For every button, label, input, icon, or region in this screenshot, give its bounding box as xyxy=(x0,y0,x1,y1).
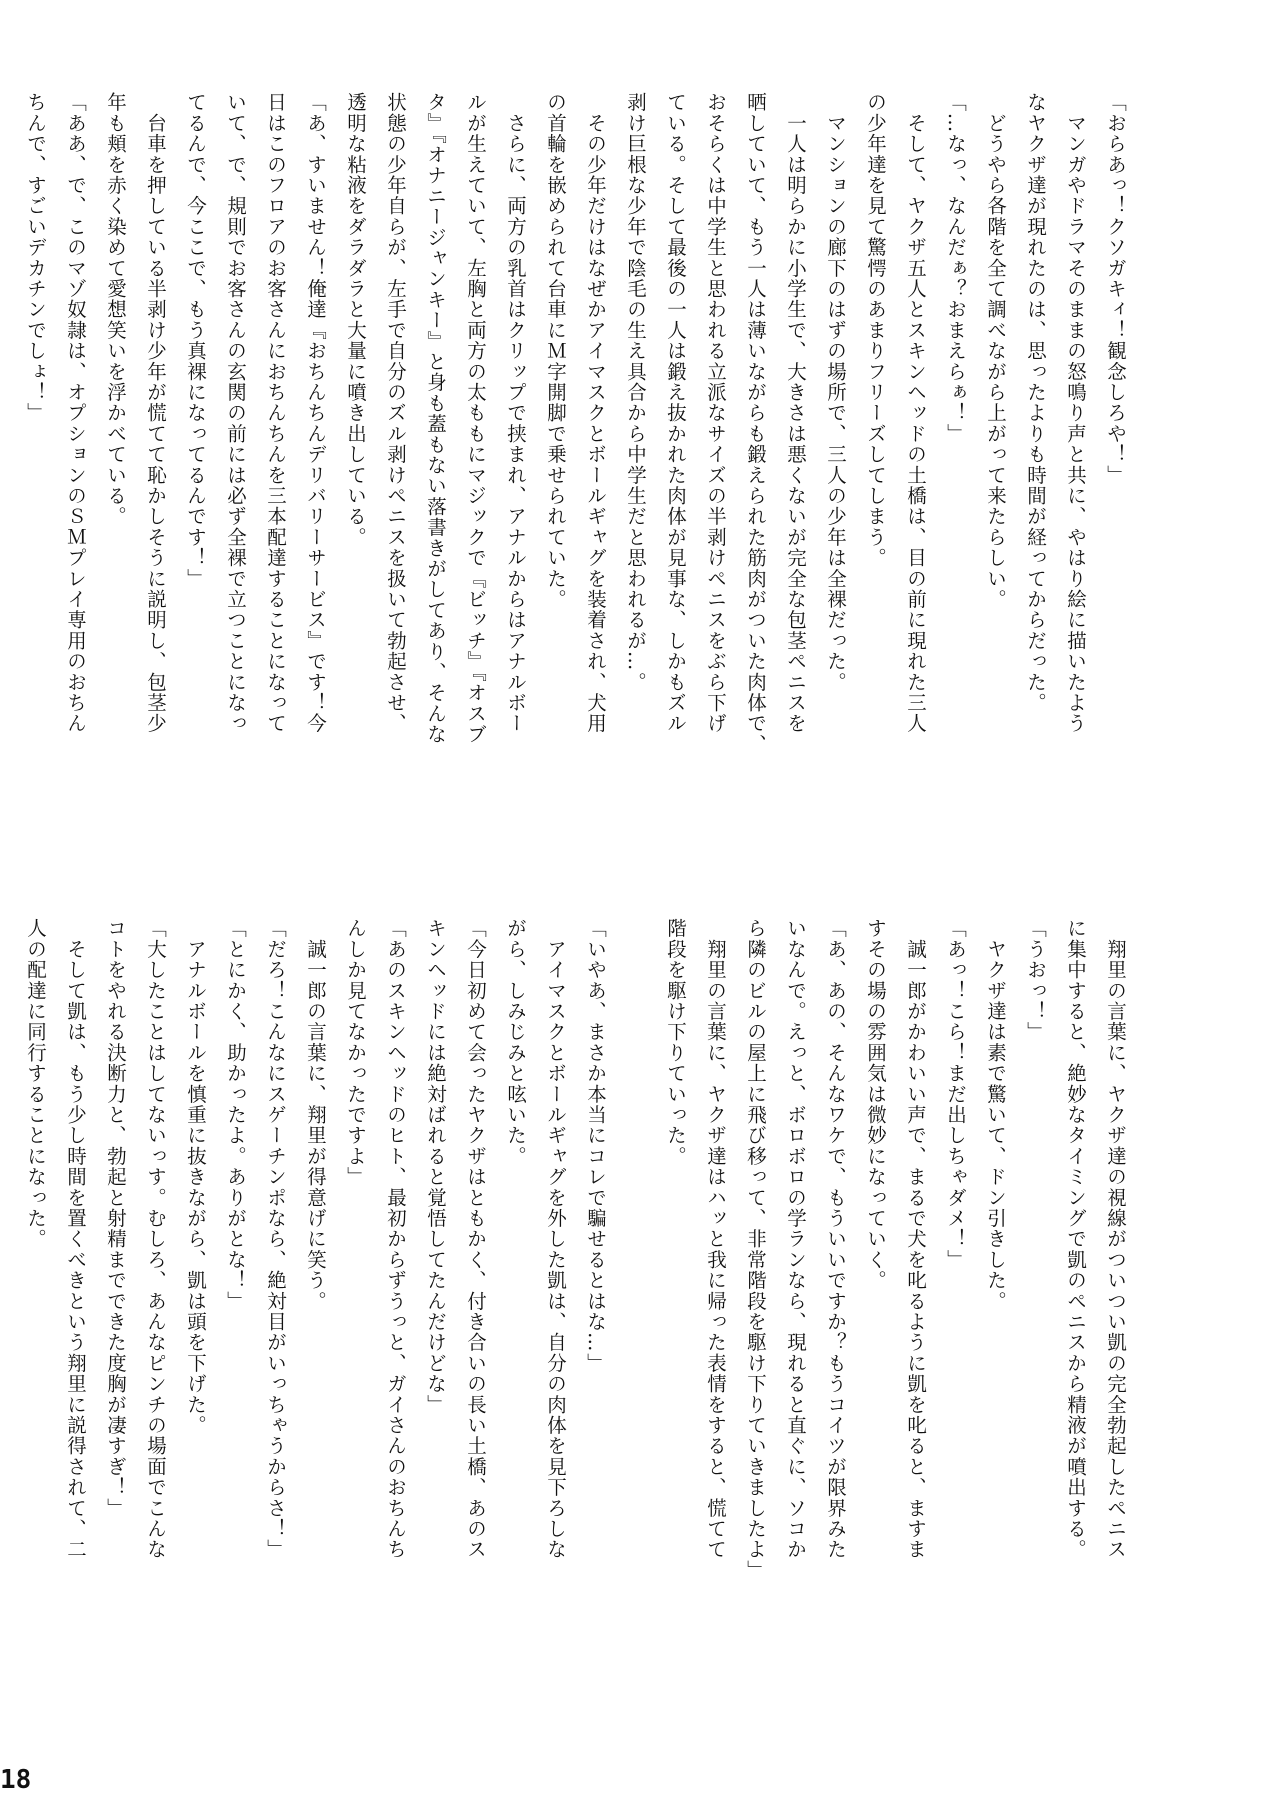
text-line: の首輪を嵌められて台車にＭ字開脚で乗せられていた。 xyxy=(544,92,567,610)
text-line: 「大したことはしてないっす。むしろ、あんなピンチの場面でこんな xyxy=(144,918,167,1560)
text-line: キンヘッドには絶対ばれると覚悟してたんだけどな」 xyxy=(424,918,447,1415)
text-line: 人の配達に同行することになった。 xyxy=(24,918,47,1250)
text-line: コトをやれる決断力と、勃起と射精までできた度胸が凄すぎ！」 xyxy=(104,918,127,1519)
text-line: 台車を押している半剥け少年が慌てて恥かしそうに説明し、包茎少 xyxy=(144,92,167,734)
text-line: に集中すると、絶妙なタイミングで凱のペニスから精液が噴出する。 xyxy=(1064,918,1087,1560)
text-line: すその場の雰囲気は微妙になっていく。 xyxy=(864,918,887,1291)
text-line: 「あのスキンヘッドのヒト、最初からずうっと、ガイさんのおちんち xyxy=(384,918,407,1560)
text-line: マンションの廊下のはずの場所で、三人の少年は全裸だった。 xyxy=(824,92,847,693)
text-line: 「いやあ、まさか本当にコレで騙せるとはな…」 xyxy=(584,918,607,1374)
text-line: タ』『オナニージャンキー』と身も蓋もない落書きがしてあり、そんな xyxy=(424,92,447,745)
text-line: 一人は明らかに小学生で、大きさは悪くないが完全な包茎ペニスを xyxy=(784,92,807,734)
text-line: どうやら各階を全て調べながら上がって来たらしい。 xyxy=(984,92,1007,610)
text-line: マンガやドラマそのままの怒鳴り声と共に、やはり絵に描いたよう xyxy=(1064,92,1087,734)
text-line: いて、で、規則でお客さんの玄関の前には必ず全裸で立つことになっ xyxy=(224,92,247,734)
text-block-upper xyxy=(24,92,1135,840)
text-line: その少年だけはなぜかアイマスクとボールギャグを装着され、犬用 xyxy=(584,92,607,734)
text-line: 誠一郎がかわいい声で、まるで犬を叱るように凱を叱ると、ますま xyxy=(904,918,927,1560)
text-line: ヤクザ達は素で驚いて、ドン引きした。 xyxy=(984,918,1007,1312)
text-line: 「あ、あの、そんなワケで、もういいですか？もうコイツが限界みた xyxy=(824,918,847,1560)
text-line: アイマスクとボールギャグを外した凱は、自分の肉体を見下ろしな xyxy=(544,918,567,1560)
text-line: 透明な粘液をダラダラと大量に噴き出している。 xyxy=(344,92,367,548)
text-line: 剥け巨根な少年で陰毛の生え具合から中学生だと思われるが…。 xyxy=(624,92,647,693)
text-line: 「あっ！こら！まだ出しちゃダメ！」 xyxy=(944,918,967,1270)
text-line: 「あ、すいません！俺達『おちんちんデリバリーサービス』です！今 xyxy=(304,92,327,734)
text-line: ルが生えていて、左胸と両方の太ももにマジックで『ビッチ』『オスブ xyxy=(464,92,487,745)
text-line: 「…なっ、なんだぁ？おまえらぁ！」 xyxy=(944,92,967,444)
text-line: 晒していて、もう一人は薄いながらも鍛えられた筋肉がついた肉体で、 xyxy=(744,92,767,755)
text-line: 年も頬を赤く染めて愛想笑いを浮かべている。 xyxy=(104,92,127,527)
text-line: 翔里の言葉に、ヤクザ達はハッと我に帰った表情をすると、慌てて xyxy=(704,918,727,1560)
text-line: んしか見てなかったですよ」 xyxy=(344,918,367,1188)
text-line: 誠一郎の言葉に、翔里が得意げに笑う。 xyxy=(304,918,327,1312)
text-line: 「うおっ！」 xyxy=(1024,918,1047,1043)
text-line: 階段を駆け下りていった。 xyxy=(664,918,687,1167)
text-line: 日はこのフロアのお客さんにおちんちんを三本配達することになって xyxy=(264,92,287,734)
text-line: 状態の少年自らが、左手で自分のズル剥けペニスを扱いて勃起させ、 xyxy=(384,92,407,734)
text-line: ら隣のビルの屋上に飛び移って、非常階段を駆け下りていきましたよ」 xyxy=(744,918,767,1581)
text-line: の少年達を見て驚愕のあまりフリーズしてしまう。 xyxy=(864,92,887,569)
text-line: いなんで。えっと、ボロボロの学ランなら、現れると直ぐに、ソコか xyxy=(784,918,807,1560)
text-block-lower xyxy=(24,918,1135,1581)
text-line: そして、ヤクザ五人とスキンヘッドの土橋は、目の前に現れた三人 xyxy=(904,92,927,734)
text-line: ちんで、すごいデカチンでしょ！」 xyxy=(24,92,47,424)
text-line: アナルボールを慎重に抜きながら、凱は頭を下げた。 xyxy=(184,918,207,1436)
text-line: おそらくは中学生と思われる立派なサイズの半剥けペニスをぶら下げ xyxy=(704,92,727,734)
text-line: 「今日初めて会ったヤクザはともかく、付き合いの長い土橋、あのス xyxy=(464,918,487,1560)
text-line: 「だろ！こんなにスゲーチンポなら、絶対目がいっちゃうからさ！」 xyxy=(264,918,287,1560)
text-line: がら、しみじみと呟いた。 xyxy=(504,918,527,1167)
text-line: さらに、両方の乳首はクリップで挟まれ、アナルからはアナルボー xyxy=(504,92,527,734)
text-line: 「とにかく、助かったよ。ありがとな！」 xyxy=(224,918,247,1312)
text-line: 「おらあっ！クソガキィ！観念しろや！」 xyxy=(1104,92,1127,486)
text-line: ている。そして最後の一人は鍛え抜かれた肉体が見事な、しかもズル xyxy=(664,92,687,734)
text-line: てるんで、今ここで、もう真裸になってるんです！」 xyxy=(184,92,207,589)
text-line: 翔里の言葉に、ヤクザ達の視線がついつい凱の完全勃起したペニス xyxy=(1104,918,1127,1560)
text-line: 「ああ、で、このマゾ奴隷は、オプションのＳＭプレイ専用のおちん xyxy=(64,92,87,734)
text-line: そして凱は、もう少し時間を置くべきという翔里に説得されて、二 xyxy=(64,918,87,1560)
page-number: 18 xyxy=(0,1765,32,1795)
text-line: なヤクザ達が現れたのは、思ったよりも時間が経ってからだった。 xyxy=(1024,92,1047,713)
text-line xyxy=(615,918,655,1488)
